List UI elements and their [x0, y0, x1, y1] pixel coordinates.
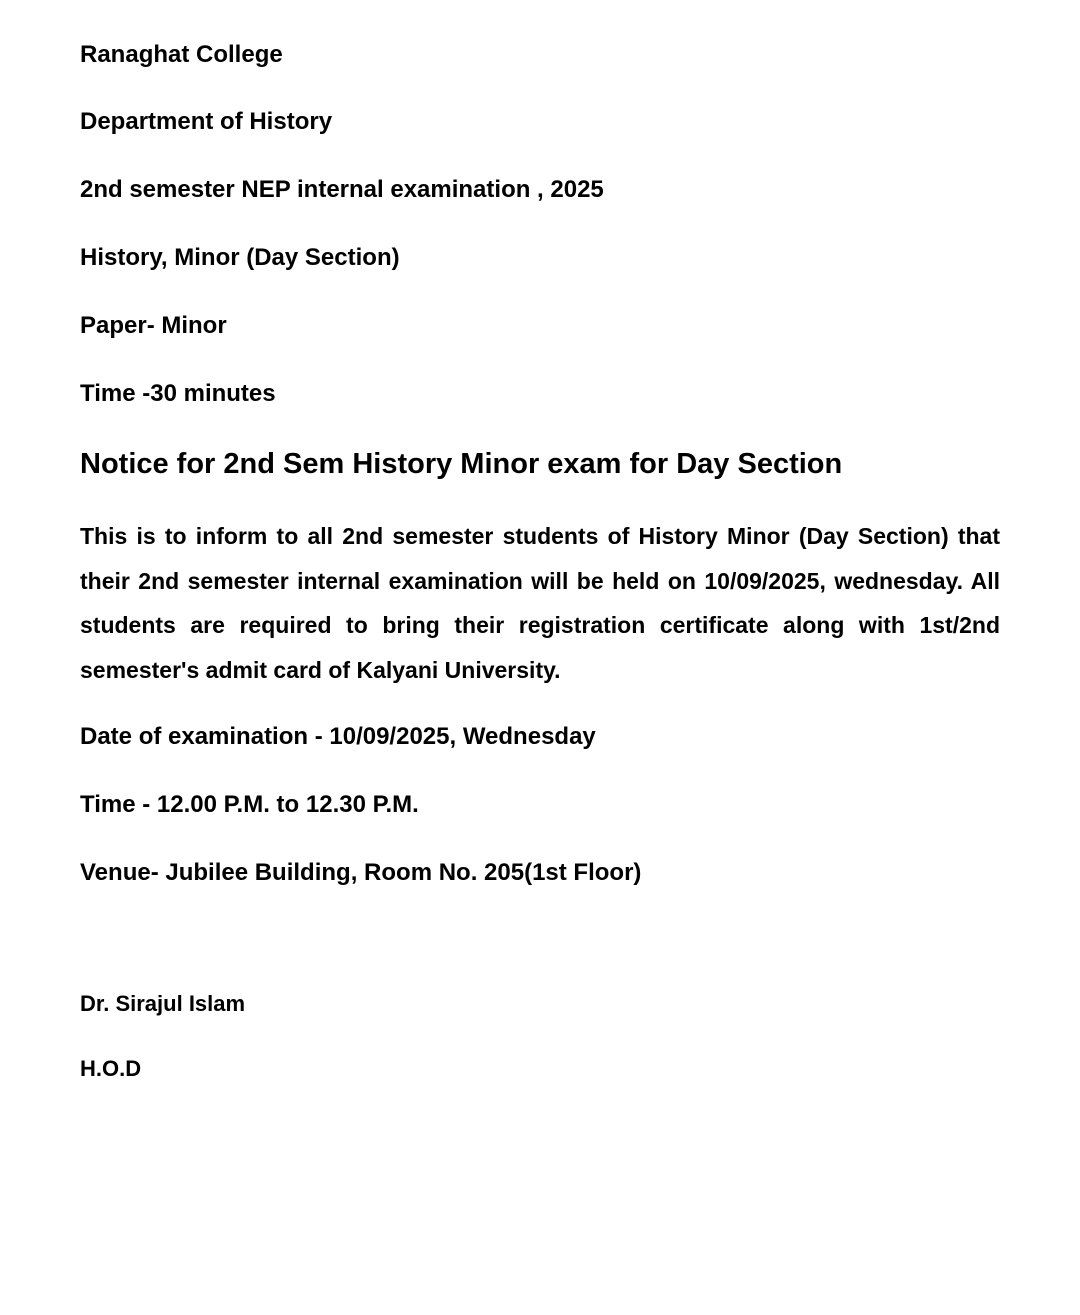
notice-title: Notice for 2nd Sem History Minor exam for Day Section — [80, 448, 843, 480]
exam-name: 2nd semester NEP internal examination , 2025 — [80, 176, 604, 203]
course-name: History, Minor (Day Section) — [80, 244, 400, 271]
exam-duration: Time -30 minutes — [80, 380, 276, 407]
exam-date: Date of examination - 10/09/2025, Wednesday — [80, 723, 596, 750]
exam-venue: Venue- Jubilee Building, Room No. 205(1st Floor) — [80, 859, 642, 886]
signatory-designation: H.O.D — [80, 1056, 142, 1081]
notice-body: This is to inform to all 2nd semester students of History Minor (Day Section) that their 2nd semester internal examination will be held on 10/09/2025, wednesday. All students are required to bring their registration certificate along with 1st/2nd semester's admit card of Kalyani University. — [80, 523, 1000, 683]
college-name: Ranaghat College — [80, 41, 283, 68]
department-name: Department of History — [80, 108, 333, 135]
signatory-name: Dr. Sirajul Islam — [80, 991, 246, 1016]
paper-name: Paper- Minor — [80, 312, 227, 339]
exam-time: Time - 12.00 P.M. to 12.30 P.M. — [80, 791, 419, 818]
